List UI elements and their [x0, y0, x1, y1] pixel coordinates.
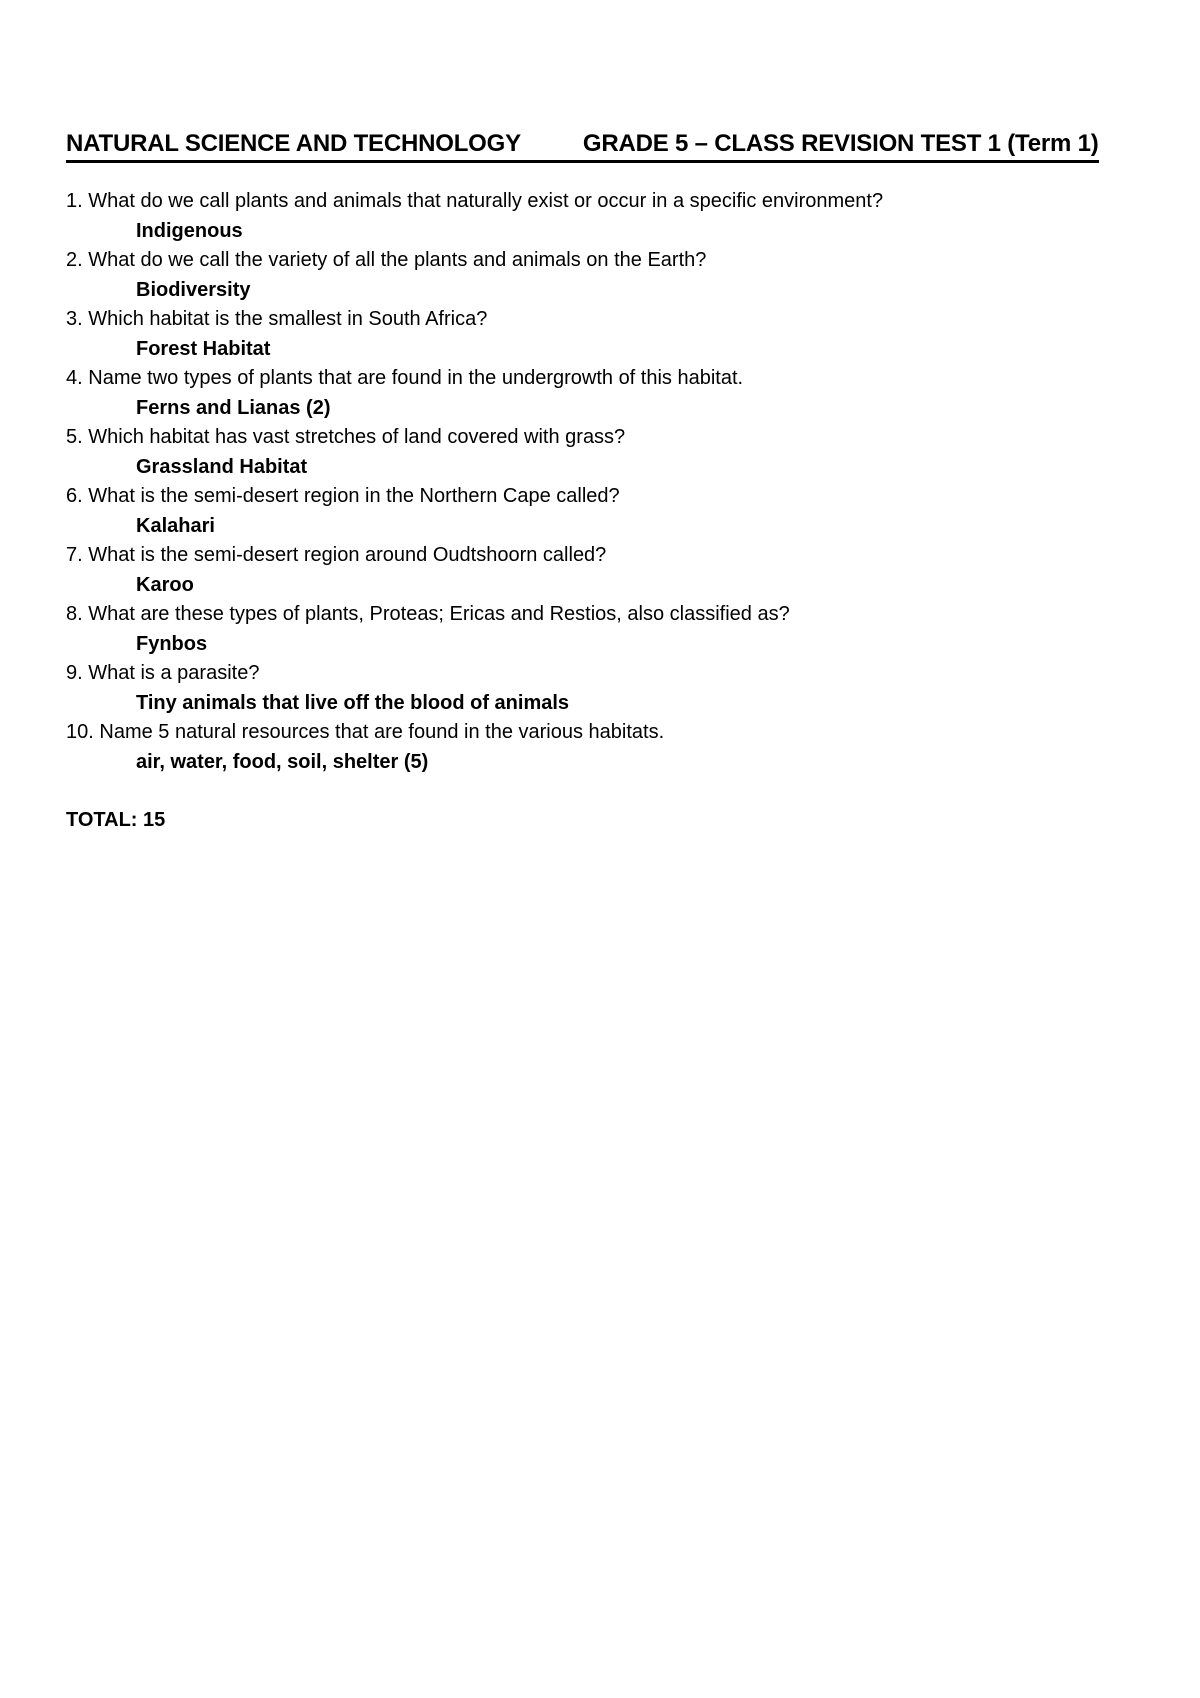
answer-line: Fynbos [136, 632, 208, 655]
question-text: Which habitat is the smallest in South Africa? [88, 308, 488, 330]
answer-line: Biodiversity [136, 278, 251, 301]
question-line [66, 423, 1120, 453]
question-text: Name 5 natural resources that are found in the various habitats. [99, 721, 665, 743]
question-text: What are these types of plants, Proteas; Ericas and Restios, also classified as? [88, 603, 790, 625]
question-text: Name two types of plants that are found in the undergrowth of this habitat. [88, 367, 744, 389]
question-text: What is the semi-desert region in the Northern Cape called? [88, 485, 620, 507]
question-text: What do we call plants and animals that naturally exist or occur in a specific environment? [88, 190, 884, 212]
question-list [66, 187, 1120, 777]
question-line [66, 187, 1120, 217]
question-number: 4. [66, 367, 83, 389]
question-answer-block [66, 364, 1120, 423]
question-text: What is the semi-desert region around Oudtshoorn called? [88, 544, 607, 566]
total-marks: TOTAL: 15 [66, 809, 166, 831]
question-answer-block [66, 482, 1120, 541]
question-number: 5. [66, 426, 83, 448]
answer-line: Forest Habitat [136, 337, 271, 360]
document-title [66, 130, 1099, 163]
question-answer-block [66, 659, 1120, 718]
question-answer-block [66, 305, 1120, 364]
answer-line: Ferns and Lianas (2) [136, 396, 331, 419]
question-answer-block [66, 246, 1120, 305]
question-number: 2. [66, 249, 83, 271]
question-line [66, 600, 1120, 630]
answer-line: Karoo [136, 573, 194, 596]
question-text: Which habitat has vast stretches of land covered with grass? [88, 426, 626, 448]
title-subject: NATURAL SCIENCE AND TECHNOLOGY [66, 130, 521, 157]
question-answer-block [66, 600, 1120, 659]
title-test-name: GRADE 5 – CLASS REVISION TEST 1 (Term 1) [582, 130, 1099, 157]
question-line [66, 718, 1120, 748]
answer-line: air, water, food, soil, shelter (5) [136, 750, 429, 773]
question-answer-block [66, 423, 1120, 482]
question-number: 7. [66, 544, 83, 566]
question-line [66, 659, 1120, 689]
answer-line: Kalahari [136, 514, 215, 537]
question-number: 10. [66, 721, 94, 743]
question-line [66, 364, 1120, 394]
question-number: 6. [66, 485, 83, 507]
question-answer-block [66, 718, 1120, 777]
question-number: 9. [66, 662, 83, 684]
question-line [66, 246, 1120, 276]
question-text: What do we call the variety of all the plants and animals on the Earth? [88, 249, 707, 271]
question-line [66, 305, 1120, 335]
question-answer-block [66, 187, 1120, 246]
answer-line: Tiny animals that live off the blood of animals [136, 691, 570, 714]
question-number: 3. [66, 308, 83, 330]
question-number: 8. [66, 603, 83, 625]
question-number: 1. [66, 190, 83, 212]
answer-line: Grassland Habitat [136, 455, 308, 478]
question-text: What is a parasite? [88, 662, 260, 684]
question-line [66, 482, 1120, 512]
question-line [66, 541, 1120, 571]
answer-line: Indigenous [136, 219, 243, 242]
question-answer-block [66, 541, 1120, 600]
